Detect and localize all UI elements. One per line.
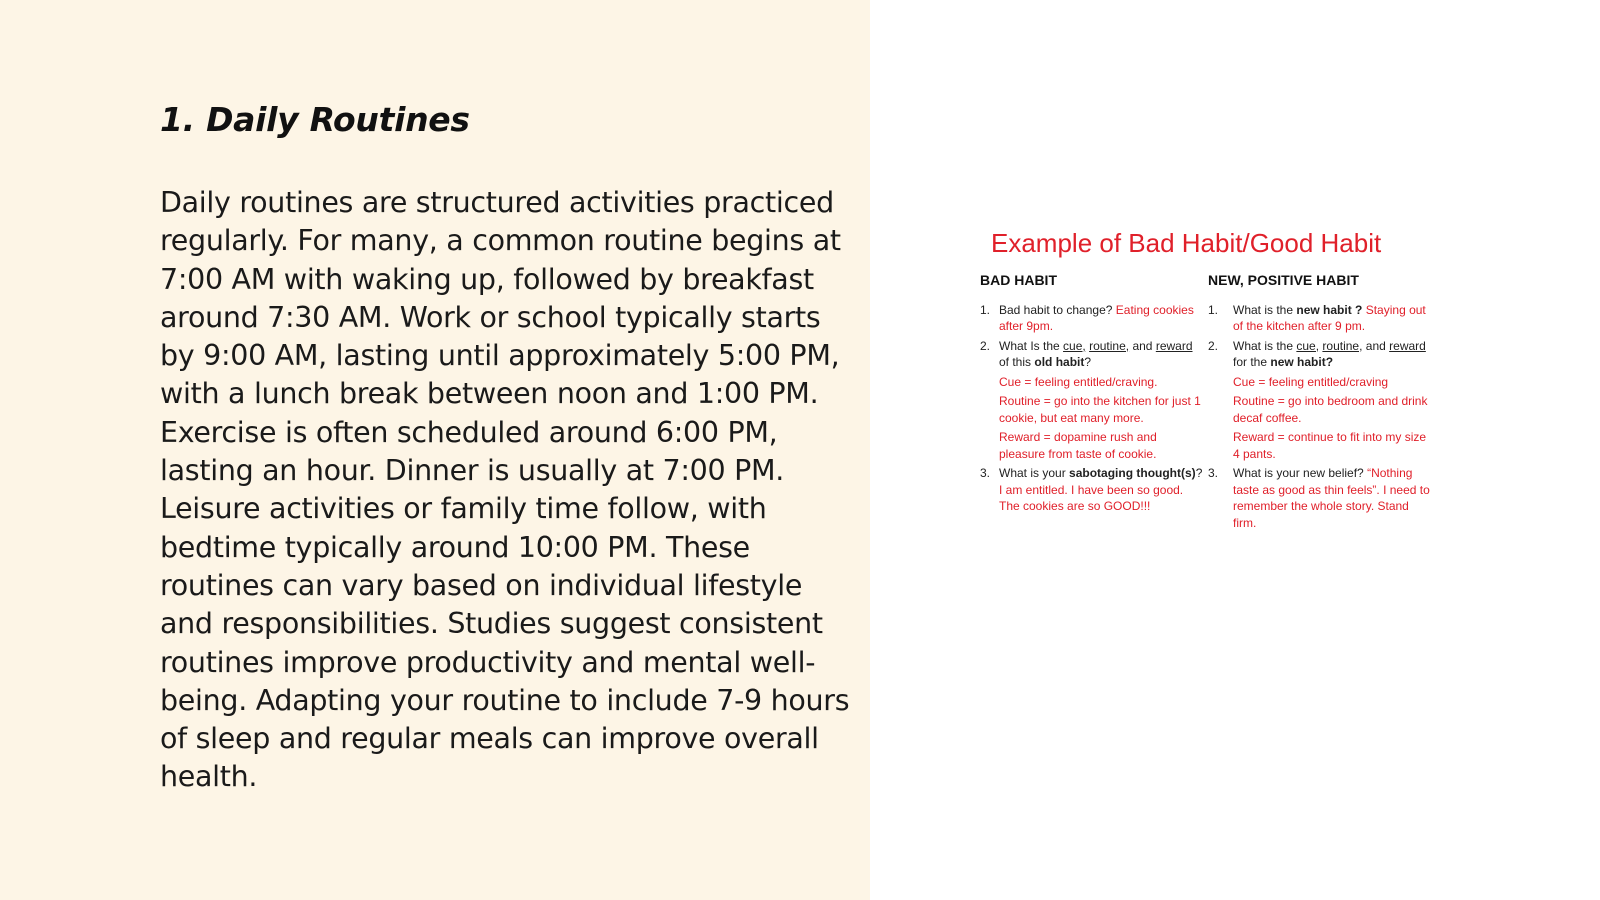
- bad-habit-header: BAD HABIT: [980, 272, 1057, 288]
- good-habit-column: [1208, 272, 1430, 534]
- bad-habit-column: [980, 272, 1205, 518]
- slide-body-text: Daily routines are structured activities practiced regularly. For many, a common routine begins at 7:00 AM with waking up, followed by breakfast around 7:30 AM. Work or school typically starts by 9:00 AM, lasting until approximately 5:00 PM, with a lunch break between noon and 1:00 PM. Exercise is often scheduled around 6:00 PM, lasting an hour. Dinner is usually at 7:00 PM. Leisure activities or family time follow, with bedtime typically around 10:00 PM. These routines can vary based on individual lifestyle and responsibilities. Studies suggest consistent routines improve productivity and mental well-being. Adapting your routine to include 7-9 hours of sleep and regular meals can improve overall health.: [160, 186, 850, 794]
- bad-reward: Reward = dopamine rush and pleasure from taste of cookie.: [999, 430, 1157, 461]
- good-question-1: 1. What is the new habit ? Staying out of the kitchen after 9 pm.: [1208, 302, 1426, 333]
- good-reward: Reward = continue to fit into my size 4 pants.: [1233, 430, 1427, 461]
- bad-question-3: 3. What is your sabotaging thought(s)? I am entitled. I have been so good. The cookies are so GOOD!!!: [980, 466, 1203, 513]
- good-question-2: 2. What is the cue, routine, and reward for the new habit?: [1208, 338, 1426, 369]
- bad-question-1: 1. Bad habit to change? Eating cookies after 9pm.: [980, 302, 1194, 333]
- habit-example-figure: [975, 228, 1435, 548]
- good-cue: Cue = feeling entitled/craving: [1233, 374, 1389, 389]
- bad-cue: Cue = feeling entitled/craving.: [999, 374, 1158, 389]
- good-habit-header: NEW, POSITIVE HABIT: [1208, 272, 1359, 288]
- bad-routine: Routine = go into the kitchen for just 1 cookie, but eat many more.: [999, 394, 1201, 425]
- good-routine: Routine = go into bedroom and drink decaf coffee.: [1233, 394, 1428, 425]
- figure-title: Example of Bad Habit/Good Habit: [991, 228, 1382, 258]
- bad-question-2: 2. What Is the cue, routine, and reward of this old habit?: [980, 338, 1193, 369]
- good-question-3: 3. What is your new belief? “Nothing taste as good as thin feels”. I need to remember the whole story. Stand firm.: [1208, 466, 1430, 530]
- slide-heading: 1. Daily Routines: [160, 100, 470, 139]
